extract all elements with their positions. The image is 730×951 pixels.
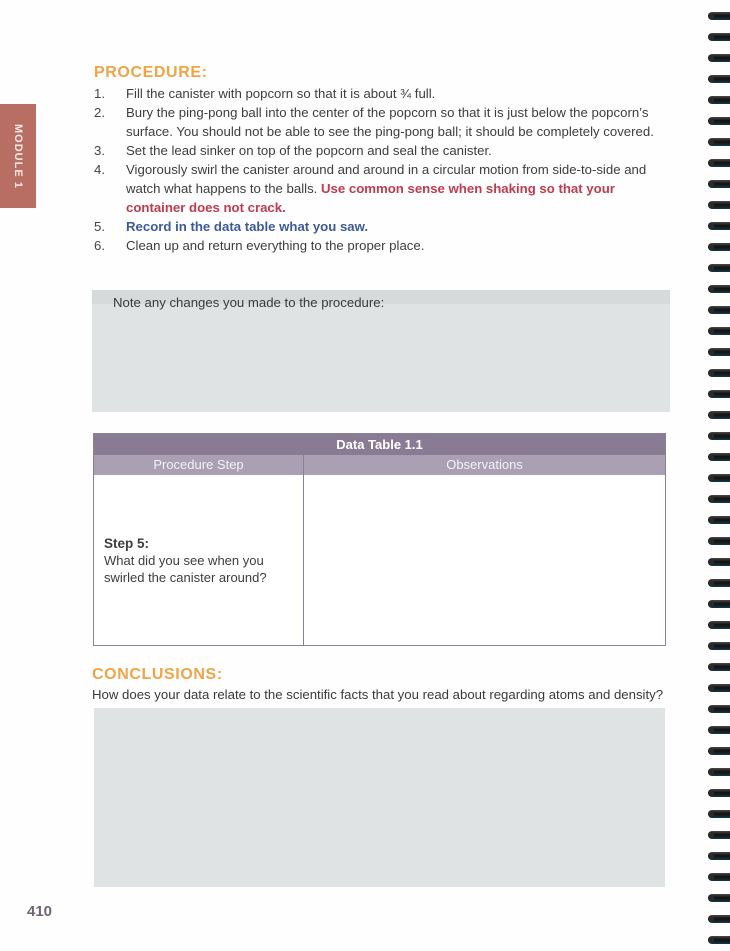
binding-ring [708, 831, 730, 839]
binding-ring [708, 327, 730, 335]
binding-ring [708, 852, 730, 860]
binding-ring [708, 180, 730, 188]
step-question: What did you see when you swirled the canister around? [104, 553, 267, 585]
procedure-changes-box[interactable] [92, 290, 670, 412]
procedure-step [94, 103, 674, 141]
binding-ring [708, 411, 730, 419]
procedure-step [94, 217, 674, 236]
conclusions-question: How does your data relate to the scientific facts that you read about regarding atoms and density? [92, 687, 664, 702]
step-number: 2. [94, 105, 105, 120]
binding-ring [708, 537, 730, 545]
binding-ring [708, 873, 730, 881]
binding-ring [708, 768, 730, 776]
column-header-observations: Observations [446, 457, 523, 472]
binding-ring [708, 726, 730, 734]
step-text: Bury the ping-pong ball into the center of the popcorn so that it is just below the popcorn’s surface. You should not be able to see the ping-pong ball; it should be completely covered. [126, 105, 654, 139]
binding-ring [708, 348, 730, 356]
binding-ring [708, 285, 730, 293]
data-table-title: Data Table 1.1 [94, 434, 665, 455]
binding-ring [708, 936, 730, 944]
binding-ring [708, 390, 730, 398]
binding-ring [708, 621, 730, 629]
binding-ring [708, 432, 730, 440]
binding-ring [708, 369, 730, 377]
binding-ring [708, 33, 730, 41]
step-text: Set the lead sinker on top of the popcorn and seal the canister. [126, 143, 492, 158]
binding-ring [708, 810, 730, 818]
binding-ring [708, 915, 730, 923]
spiral-binding [700, 0, 730, 951]
binding-ring [708, 558, 730, 566]
module-tab-label: MODULE 1 [12, 123, 24, 189]
binding-ring [708, 747, 730, 755]
binding-ring [708, 117, 730, 125]
step-text: Clean up and return everything to the proper place. [126, 238, 425, 253]
binding-ring [708, 600, 730, 608]
step-text: Vigorously swirl the canister around and around in a circular motion from side-to-side and watch what happens to the balls. [126, 162, 647, 196]
procedure-step-cell [94, 475, 304, 645]
binding-ring [708, 306, 730, 314]
binding-ring [708, 222, 730, 230]
binding-ring [708, 159, 730, 167]
conclusions-heading: CONCLUSIONS: [92, 666, 223, 683]
step-label: Step 5: [104, 536, 150, 551]
step-number: 5. [94, 219, 105, 234]
binding-ring [708, 474, 730, 482]
binding-ring [708, 579, 730, 587]
procedure-step [94, 141, 674, 160]
procedure-step [94, 236, 674, 255]
binding-ring [708, 12, 730, 20]
step-number: 4. [94, 162, 105, 177]
data-table [93, 433, 666, 646]
procedure-list [94, 84, 674, 255]
binding-ring [708, 789, 730, 797]
binding-ring [708, 894, 730, 902]
procedure-step [94, 84, 674, 103]
page-number: 410 [27, 903, 53, 920]
binding-ring [708, 54, 730, 62]
binding-ring [708, 642, 730, 650]
table-row [94, 475, 665, 645]
binding-ring [708, 453, 730, 461]
observations-cell[interactable] [304, 475, 665, 645]
binding-ring [708, 138, 730, 146]
binding-ring [708, 684, 730, 692]
procedure-step [94, 160, 674, 217]
changes-label: Note any changes you made to the procedure: [113, 295, 385, 310]
binding-ring [708, 516, 730, 524]
binding-ring [708, 495, 730, 503]
binding-ring [708, 201, 730, 209]
binding-ring [708, 243, 730, 251]
module-tab [0, 104, 36, 208]
binding-ring [708, 663, 730, 671]
binding-ring [708, 75, 730, 83]
record-instruction: Record in the data table what you saw. [126, 219, 369, 234]
step-number: 1. [94, 86, 105, 101]
data-table-header [94, 455, 665, 475]
step-number: 3. [94, 143, 105, 158]
binding-ring [708, 96, 730, 104]
step-text: Fill the canister with popcorn so that it is about ¾ full. [126, 86, 436, 101]
step-number: 6. [94, 238, 105, 253]
binding-ring [708, 264, 730, 272]
step-text-container [126, 160, 674, 217]
safety-warning: Use common sense when shaking so that your container does not crack. [126, 181, 615, 215]
procedure-heading: PROCEDURE: [94, 64, 208, 81]
conclusions-answer-box[interactable] [94, 708, 665, 887]
binding-ring [708, 705, 730, 713]
column-header-procedure-step: Procedure Step [94, 455, 304, 475]
